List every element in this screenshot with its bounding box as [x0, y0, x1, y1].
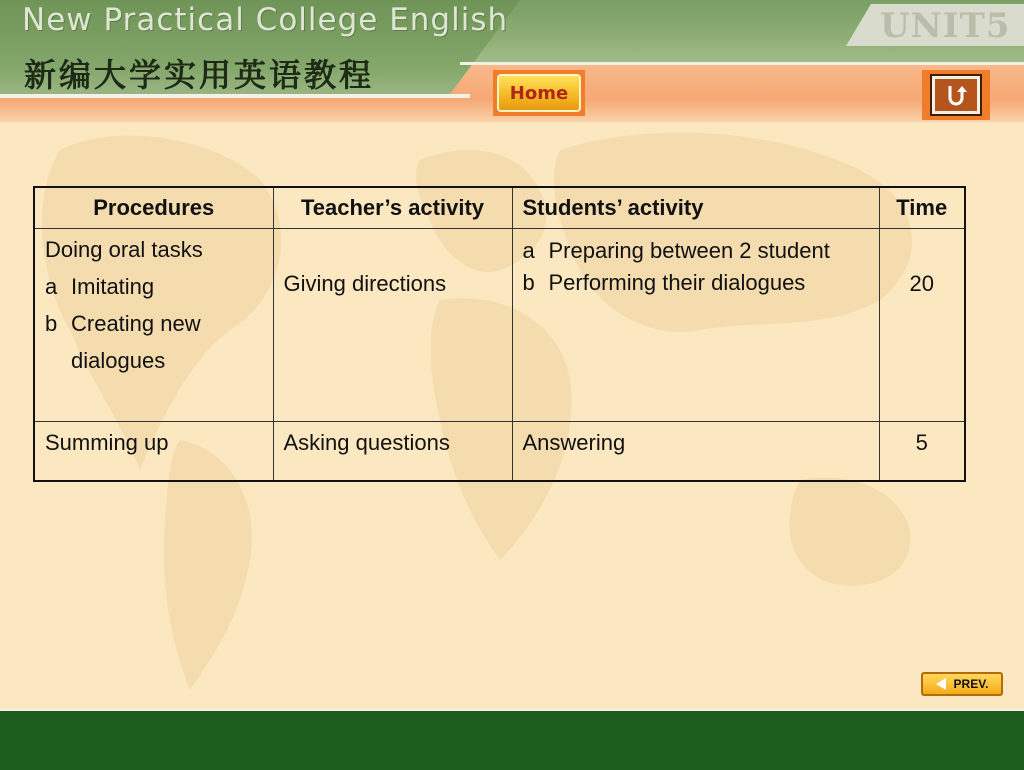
students-activity-cell — [512, 229, 879, 422]
footer-bar — [0, 709, 1024, 770]
left-triangle-icon — [936, 678, 946, 690]
time-cell: 20 — [879, 229, 965, 422]
teacher-activity-cell: Asking questions — [273, 422, 512, 482]
home-button[interactable] — [493, 70, 585, 116]
list-marker: a — [522, 238, 535, 263]
list-item — [523, 237, 869, 265]
header-students-activity: Students’ activity — [512, 187, 879, 229]
list-text: Performing their dialogues — [548, 270, 806, 295]
return-arrow-icon — [943, 82, 969, 108]
table-row — [34, 229, 965, 422]
list-item — [45, 342, 263, 379]
list-marker: a — [45, 274, 58, 299]
procedure-title: Doing oral tasks — [45, 237, 203, 262]
back-button[interactable] — [922, 70, 990, 120]
list-marker: b — [45, 311, 58, 336]
list-text: Creating new — [71, 311, 201, 336]
students-activity-cell: Answering — [512, 422, 879, 482]
home-button-label: Home — [497, 74, 581, 112]
header-divider — [460, 62, 1024, 65]
lesson-procedure-table — [33, 186, 966, 482]
procedure-cell: Summing up — [34, 422, 273, 482]
table-row — [34, 422, 965, 482]
list-text: Preparing between 2 student — [548, 238, 830, 263]
list-item — [45, 268, 263, 305]
procedure-cell — [34, 229, 273, 422]
time-cell: 5 — [879, 422, 965, 482]
prev-button-label: PREV. — [953, 677, 989, 691]
prev-button[interactable] — [921, 672, 1003, 696]
list-marker: b — [522, 270, 535, 295]
list-item — [45, 305, 263, 342]
header-teacher-activity: Teacher’s activity — [273, 187, 512, 229]
list-item — [523, 269, 869, 297]
list-text: dialogues — [71, 348, 166, 373]
course-title-en: New Practical College English — [22, 2, 509, 38]
teacher-activity-cell: Giving directions — [273, 229, 512, 422]
unit-label: UNIT5 — [880, 6, 1011, 46]
course-title-cn: 新编大学实用英语教程 — [24, 56, 375, 94]
table-header-row — [34, 187, 965, 229]
header-time: Time — [879, 187, 965, 229]
header-procedures: Procedures — [34, 187, 273, 229]
list-text: Imitating — [71, 274, 155, 299]
list-marker — [45, 342, 71, 379]
